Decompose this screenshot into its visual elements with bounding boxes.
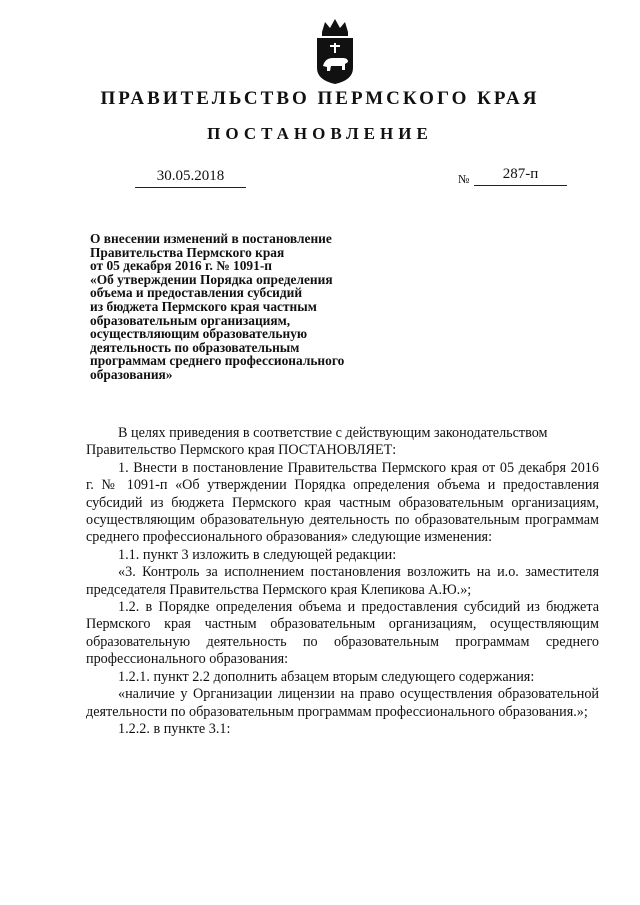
paragraph-1: 1. Внести в постановление Правительства Пермского края от 05 декабря 2016 г. № 1091-п «Об утверждении Порядка определения объема и предоставления субсидий из бюджета Пермского края частным образовательным организациям, осуществляющим образовательную деятельность по образовательным программам среднего профессионального образования» следующие изменения: xyxy=(86,459,599,546)
document-type: ПОСТАНОВЛЕНИЕ xyxy=(207,124,433,143)
government-title: ПРАВИТЕЛЬСТВО ПЕРМСКОГО КРАЯ xyxy=(100,88,540,109)
subject-line: программам среднего профессионального xyxy=(90,353,345,369)
paragraph-1-2-1-text: «наличие у Организации лицензии на право осуществления образовательной деятельности по образовательным программам профессионального образования.»; xyxy=(86,686,599,720)
subject-line: образования» xyxy=(90,366,173,382)
subject-line: образовательным организациям, xyxy=(90,312,291,328)
document-date: 30.05.2018 xyxy=(135,168,246,188)
paragraph-resolves: Правительство Пермского края ПОСТАНОВЛЯЕТ: xyxy=(86,442,397,459)
document-subject xyxy=(90,232,420,382)
subject-line: объема и предоставления субсидий xyxy=(90,285,303,301)
subject-line: из бюджета Пермского края частным xyxy=(90,298,317,314)
paragraph-preamble: В целях приведения в соответствие с действующим законодательством xyxy=(118,425,548,441)
document-number: 287-п xyxy=(474,166,567,186)
perm-krai-coat-of-arms-icon xyxy=(305,16,365,86)
subject-line: от 05 декабря 2016 г. № 1091-п xyxy=(90,258,272,274)
paragraph-1-2: 1.2. в Порядке определения объема и предоставления субсидий из бюджета Пермского края частным образовательным организациям, осуществляющим образовательную деятельность по образовательным программам среднего профессионального образования: xyxy=(86,599,599,668)
paragraph-1-2-1: 1.2.1. пункт 2.2 дополнить абзацем вторым следующего содержания: xyxy=(118,668,535,685)
document-body xyxy=(86,425,599,738)
subject-line: О внесении изменений в постановление xyxy=(90,231,332,246)
paragraph-1-1-text: «3. Контроль за исполнением постановления возложить на и.о. заместителя председателя Правительства Пермского края Клепикова А.Ю.»; xyxy=(86,564,599,598)
subject-line: Правительства Пермского края xyxy=(90,244,285,260)
subject-line: «Об утверждении Порядка определения xyxy=(90,271,333,287)
subject-line: осуществляющим образовательную xyxy=(90,326,308,342)
paragraph-1-2-2: 1.2.2. в пункте 3.1: xyxy=(118,720,231,737)
paragraph-1-1: 1.1. пункт 3 изложить в следующей редакции: xyxy=(118,546,397,563)
number-sign: № xyxy=(458,172,470,186)
subject-line: деятельность по образовательным xyxy=(90,339,300,355)
